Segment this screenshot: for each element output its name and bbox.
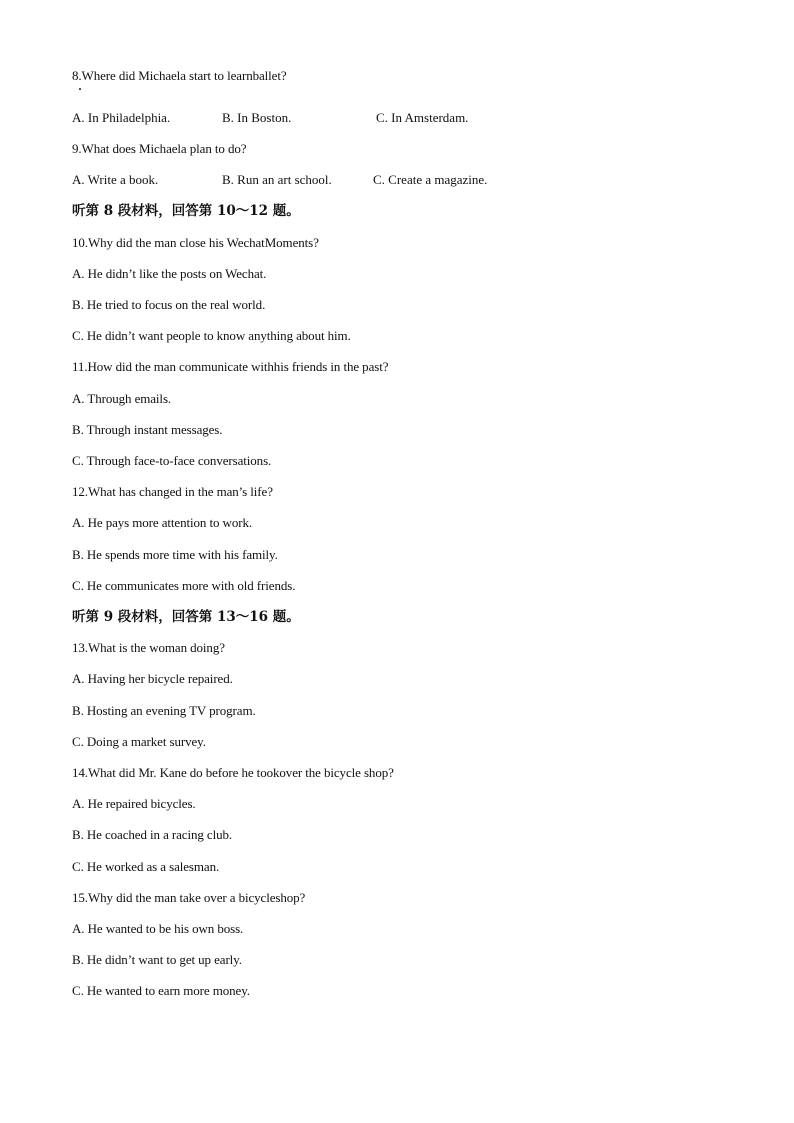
question-stem: 14.What did Mr. Kane do before he tookover the bicycle shop? <box>72 765 394 780</box>
option-a: A. He wanted to be his own boss. <box>72 921 244 936</box>
option-c: C. In Amsterdam. <box>376 110 469 125</box>
question-stem: 10.Why did the man close his WechatMoments? <box>72 235 319 250</box>
question-stem: 13.What is the woman doing? <box>72 640 225 655</box>
option-a: A. He didn’t like the posts on Wechat. <box>72 266 267 281</box>
option-a: A. In Philadelphia. <box>72 110 171 125</box>
option-c: C. Create a magazine. <box>373 172 488 187</box>
option-c: C. He wanted to earn more money. <box>72 983 250 998</box>
option-c: C. He communicates more with old friends. <box>72 578 296 593</box>
option-a: A. He pays more attention to work. <box>72 515 253 530</box>
question-stem: 9.What does Michaela plan to do? <box>72 141 247 156</box>
option-b: B. He didn’t want to get up early. <box>72 952 242 967</box>
option-c: C. Through face-to-face conversations. <box>72 453 272 468</box>
option-c: C. He didn’t want people to know anything about him. <box>72 328 351 343</box>
option-b: B. In Boston. <box>222 110 292 125</box>
option-a: A. Write a book. <box>72 172 159 187</box>
option-b: B. Run an art school. <box>222 172 332 187</box>
option-a: A. Having her bicycle repaired. <box>72 671 233 686</box>
option-b: B. Hosting an evening TV program. <box>72 703 256 718</box>
question-stem: 15.Why did the man take over a bicycleshop? <box>72 890 306 905</box>
option-a: A. Through emails. <box>72 391 172 406</box>
option-c: C. Doing a market survey. <box>72 734 206 749</box>
option-a: A. He repaired bicycles. <box>72 796 196 811</box>
option-c: C. He worked as a salesman. <box>72 859 220 874</box>
question-stem: 12.What has changed in the man’s life? <box>72 484 273 499</box>
question-stem: 8.Where did Michaela start to learnballet? <box>72 68 287 83</box>
option-b: B. He tried to focus on the real world. <box>72 297 266 312</box>
section-heading: 听第 8 段材料，回答第 10～12 题。 <box>72 203 300 219</box>
section-heading: 听第 9 段材料，回答第 13～16 题。 <box>72 609 300 625</box>
option-b: B. Through instant messages. <box>72 422 223 437</box>
question-stem: 11.How did the man communicate withhis friends in the past? <box>72 359 389 374</box>
option-b: B. He spends more time with his family. <box>72 547 278 562</box>
stray-dot <box>79 88 81 90</box>
option-b: B. He coached in a racing club. <box>72 827 233 842</box>
